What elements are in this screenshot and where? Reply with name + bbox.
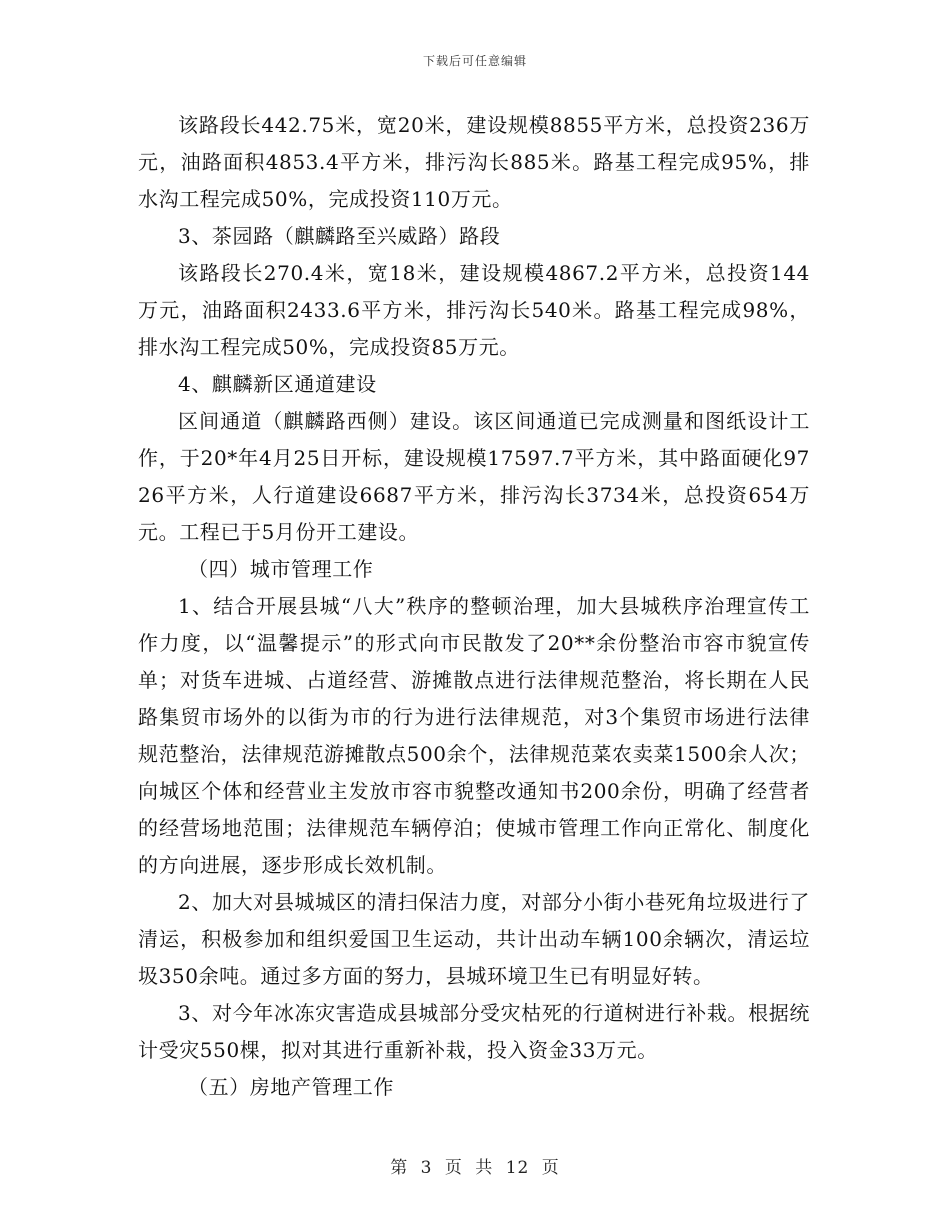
paragraph-city-order-rectification: 1、结合开展县城“八大”秩序的整顿治理，加大县城秩序治理宣传工作力度，以“温馨提示”的形式向市民散发了20**余份整治市容市貌宣传单；对货车进城、占道经营、游摊散点进行法律规范整治，将长期在人民路集贸市场外的以街为市的行为进行法律规范，对3个集贸市场进行法律规范整治，法律规范游摊散点500余个，法律规范菜农卖菜1500余人次；向城区个体和经营业主发放市容市貌整改通知书200余份，明确了经营者的经营场地范围；法律规范车辆停泊；使城市管理工作向正常化、制度化的方向进展，逐步形成长效机制。	[138, 594, 810, 877]
paragraph-street-cleaning: 2、加大对县城城区的清扫保洁力度，对部分小街小巷死角垃圾进行了清运，积极参加和组织爱国卫生运动，共计出动车辆100余辆次，清运垃圾350余吨。通过多方面的努力，县城环境卫生已有明显好转。	[138, 890, 810, 988]
page-number-footer: 第 3 页 共 12 页	[390, 1158, 560, 1178]
section-heading-city-management: （四）城市管理工作	[188, 557, 374, 581]
document-body	[138, 107, 810, 1106]
heading-chayuan-road: 3、茶园路（麒麟路至兴威路）路段	[178, 224, 501, 248]
paragraph-qilin-channel-details: 区间通道（麒麟路西侧）建设。该区间通道已完成测量和图纸设计工作，于20*年4月25日开标，建设规模17597.7平方米，其中路面硬化9726平方米，人行道建设6687平方米，排污沟长3734米，总投资654万元。工程已于5月份开工建设。	[138, 409, 810, 544]
paragraph-road-segment-2-details: 该路段长442.75米，宽20米，建设规模8855平方米，总投资236万元，油路面积4853.4平方米，排污沟长885米。路基工程完成95%，排水沟工程完成50%，完成投资110万元。	[138, 113, 810, 211]
section-heading-real-estate: （五）房地产管理工作	[188, 1075, 394, 1099]
paragraph-tree-replanting: 3、对今年冰冻灾害造成县城部分受灾枯死的行道树进行补栽。根据统计受灾550棵，拟对其进行重新补栽，投入资金33万元。	[138, 1001, 810, 1062]
heading-qilin-new-district-channel: 4、麒麟新区通道建设	[178, 372, 377, 396]
paragraph-chayuan-road-details: 该路段长270.4米，宽18米，建设规模4867.2平方米，总投资144万元，油路面积2433.6平方米，排污沟长540米。路基工程完成98%，排水沟工程完成50%，完成投资85万元。	[138, 261, 810, 359]
page-header-note: 下载后可任意编辑	[422, 54, 527, 68]
